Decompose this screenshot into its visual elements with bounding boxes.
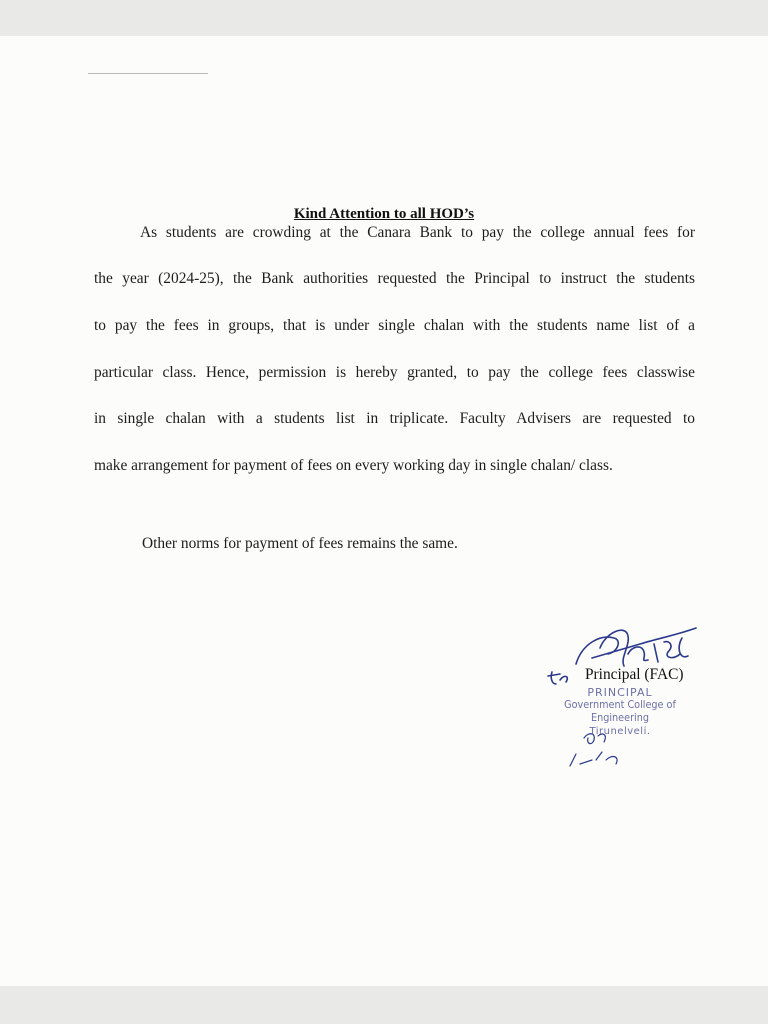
body-line: the year (2024-25), the Bank authorities requested the Principal to instruct the students: [94, 270, 695, 287]
principal-designation: Principal (FAC): [585, 666, 684, 683]
official-stamp: [530, 686, 710, 738]
document-page: [0, 36, 768, 986]
body-line: in single chalan with a students list in triplicate. Faculty Advisers are requested to: [94, 410, 695, 427]
body-line: particular class. Hence, permission is hereby granted, to pay the college fees classwise: [94, 364, 695, 381]
body-line: to pay the fees in groups, that is under single chalan with the students name list of a: [94, 317, 695, 334]
signature-block: [530, 614, 730, 774]
stamp-title: PRINCIPAL: [587, 686, 653, 699]
body-line: As students are crowding at the Canara Bank to pay the college annual fees for: [140, 224, 695, 241]
stamp-place: Tirunelveli.: [589, 726, 651, 737]
body-line: make arrangement for payment of fees on every working day in single chalan/ class.: [94, 457, 613, 474]
notice-title: Kind Attention to all HOD’s: [293, 206, 475, 222]
closing-line: Other norms for payment of fees remains the same.: [142, 535, 458, 552]
scan-mark: [88, 73, 208, 74]
stamp-college: Government College of Engineering: [564, 699, 676, 724]
